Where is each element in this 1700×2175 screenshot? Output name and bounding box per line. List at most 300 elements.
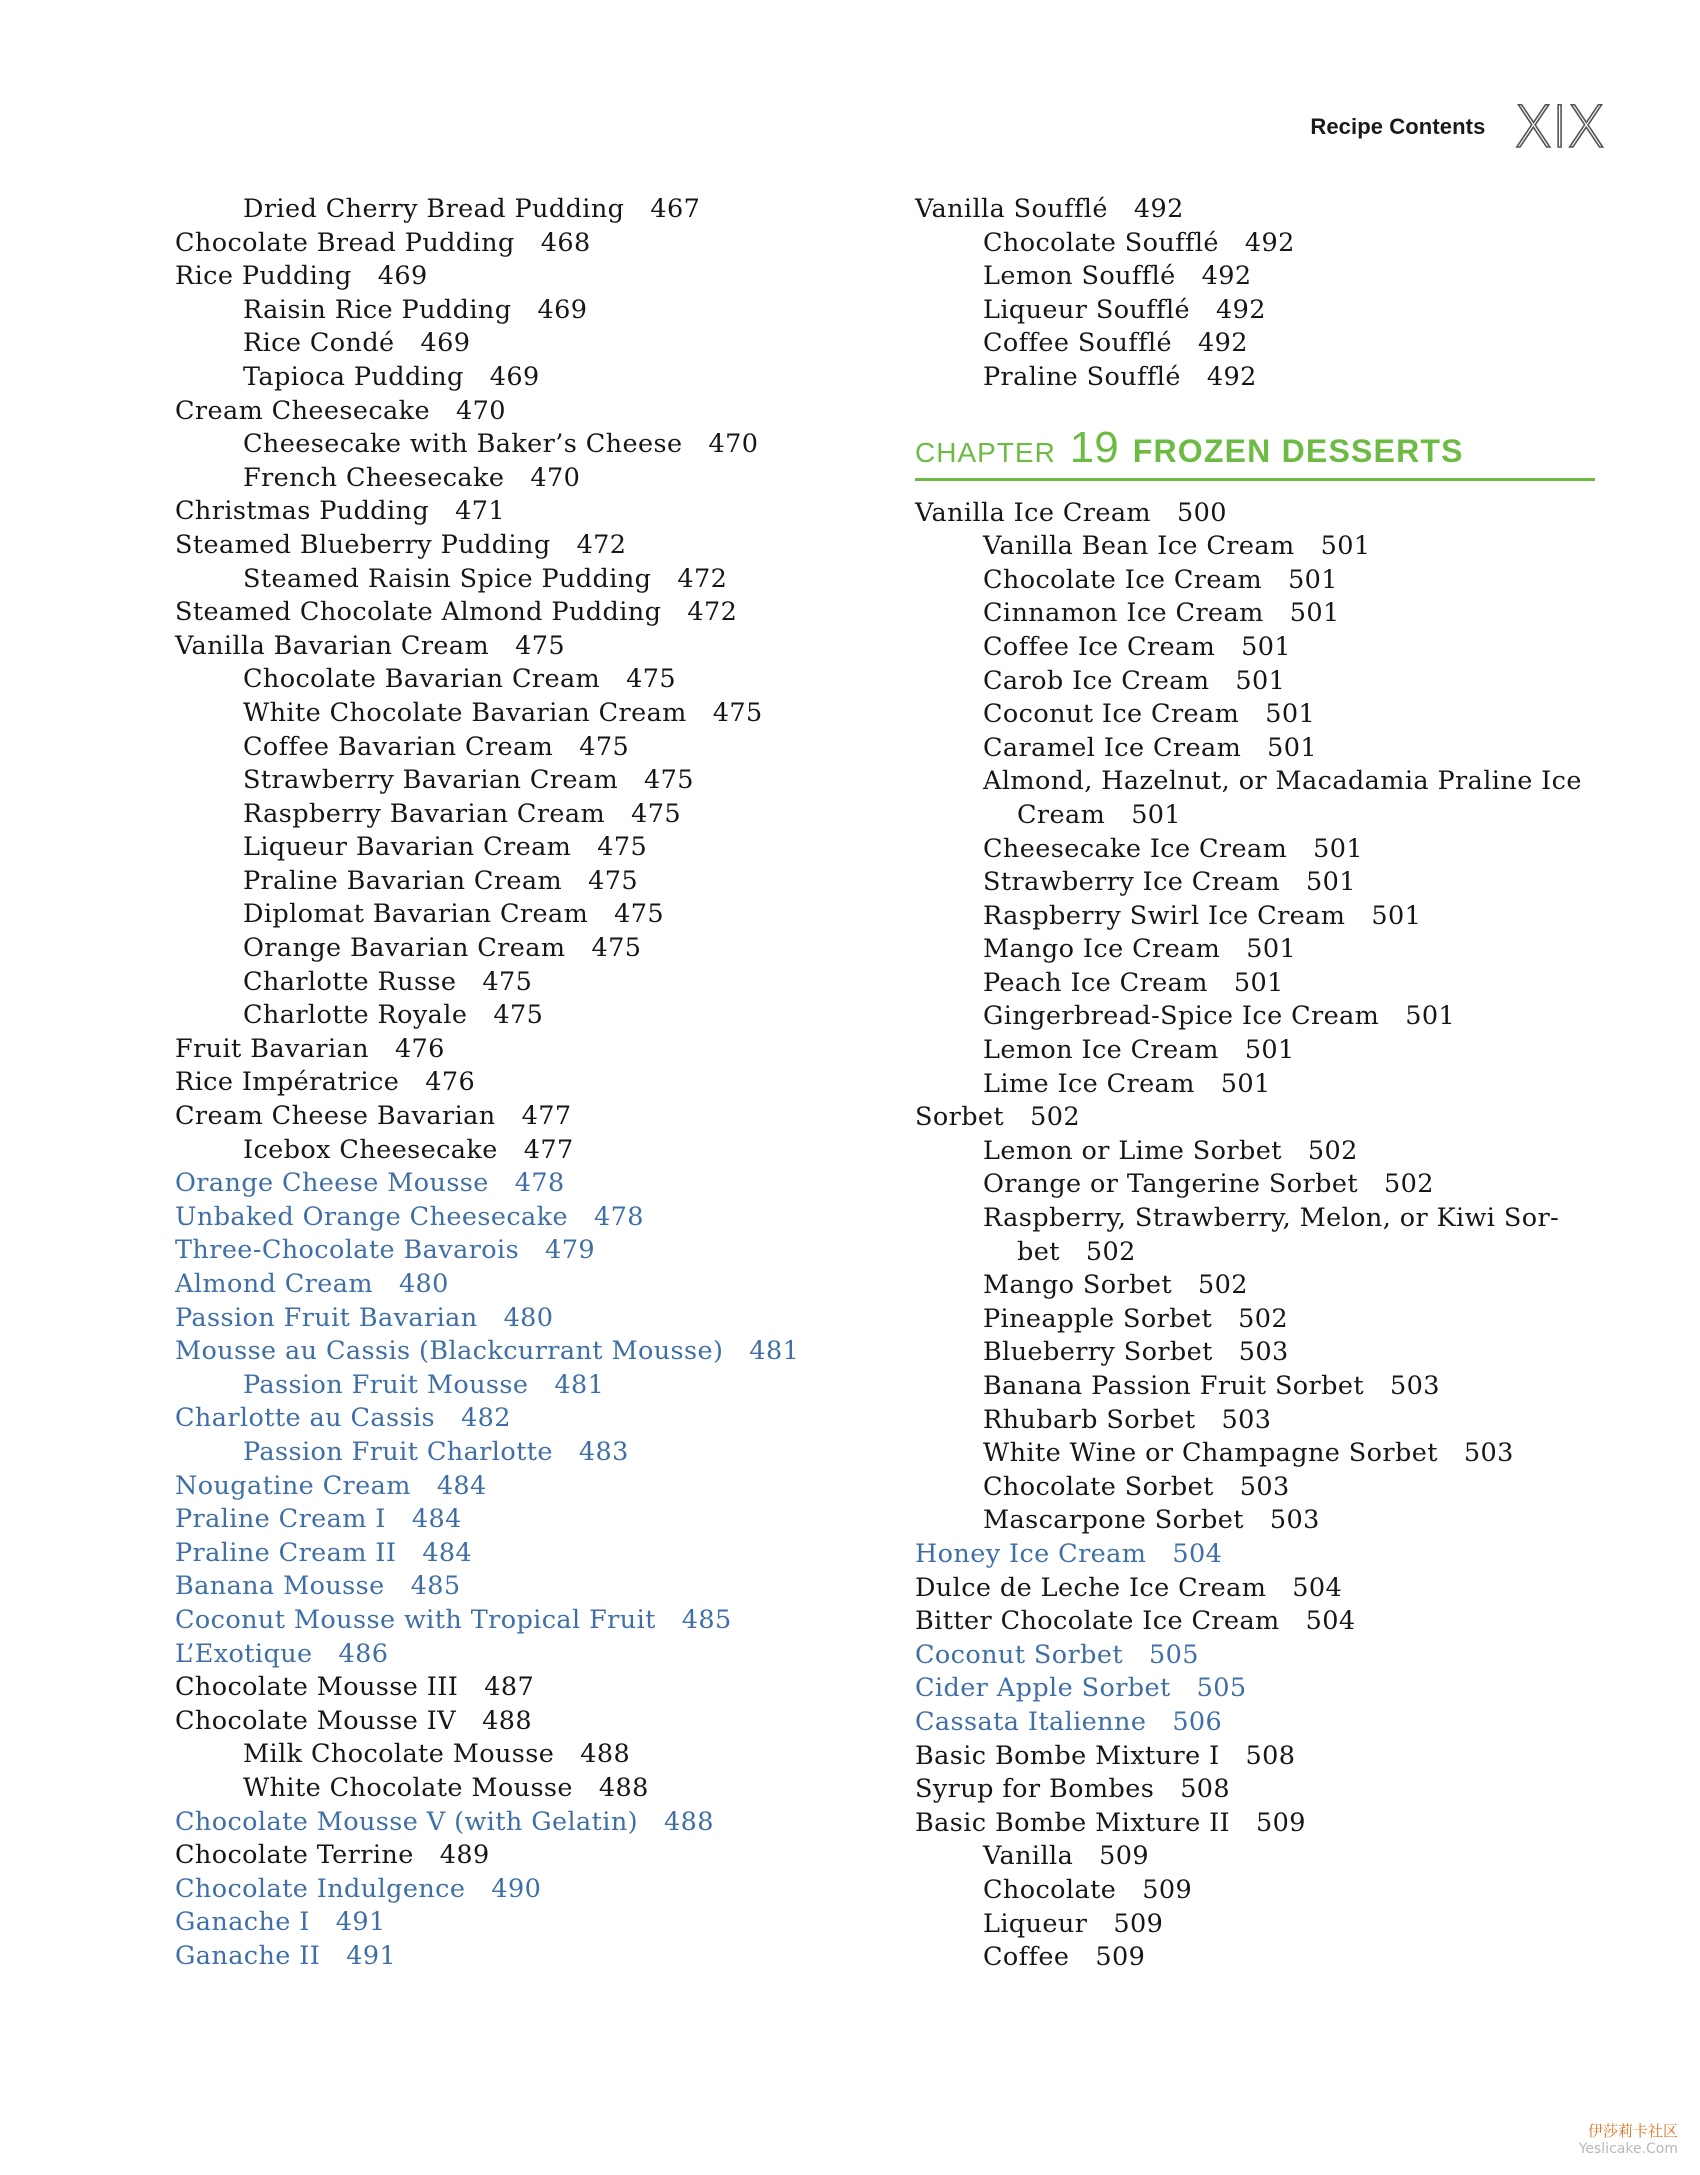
toc-entry [175, 1066, 795, 1100]
recipe-title: White Chocolate Bavarian Cream [243, 697, 687, 728]
recipe-title: Cider Apple Sorbet [915, 1673, 1171, 1704]
recipe-title: Carob Ice Cream [983, 665, 1210, 696]
page-number: 467 [650, 194, 701, 224]
recipe-title: Lime Ice Cream [983, 1068, 1195, 1099]
recipe-title: Coconut Mousse with Tropical Fruit [175, 1604, 656, 1635]
page-number: 469 [420, 328, 471, 359]
toc-entry [915, 866, 1595, 900]
page-number: 509 [1142, 1874, 1193, 1905]
recipe-title: Raspberry, Strawberry, Melon, or Kiwi Sor-bet [983, 1203, 1560, 1267]
toc-entry [175, 1940, 795, 1974]
recipe-title: Steamed Chocolate Almond Pudding [175, 597, 662, 628]
right-column-bottom-list [915, 497, 1595, 1975]
page-number: 492 [1201, 261, 1252, 292]
recipe-title: Vanilla Soufflé [915, 194, 1108, 224]
toc-entry [915, 1773, 1595, 1807]
page-number: 488 [664, 1806, 714, 1837]
toc-entry [915, 497, 1595, 531]
toc-entry [915, 1034, 1595, 1068]
recipe-title: Charlotte Russe [243, 966, 457, 997]
page-number: 475 [644, 765, 694, 796]
toc-entry [915, 933, 1595, 967]
toc-entry [915, 530, 1595, 564]
toc-entry [175, 1470, 795, 1504]
recipe-title: Orange Cheese Mousse [175, 1168, 489, 1199]
page-number: 509 [1099, 1841, 1150, 1872]
toc-entry [915, 732, 1595, 766]
toc-entry [175, 1638, 795, 1672]
page-number: 503 [1269, 1505, 1320, 1536]
toc-entry [915, 1840, 1595, 1874]
recipe-title: Ganache II [175, 1940, 321, 1971]
page-number: 509 [1095, 1942, 1146, 1973]
chapter-number: 19 [1069, 422, 1119, 472]
toc-entry [915, 327, 1595, 361]
toc-entry [175, 764, 795, 798]
toc-entry [175, 1201, 795, 1235]
watermark-site: Yeslicake.Com [1578, 2141, 1678, 2157]
recipe-title: Lemon Soufflé [983, 261, 1176, 292]
recipe-title: Basic Bombe Mixture I [915, 1740, 1220, 1771]
toc-entry [175, 529, 795, 563]
page-number: 488 [482, 1705, 532, 1736]
running-header-title: Recipe Contents [1310, 114, 1486, 139]
recipe-title: Cream Cheesecake [175, 395, 430, 426]
toc-entry [175, 563, 795, 597]
recipe-title: Coffee Soufflé [983, 328, 1172, 359]
toc-entry [175, 966, 795, 1000]
page-number: 502 [1198, 1270, 1248, 1301]
recipe-title: Chocolate Soufflé [983, 227, 1219, 258]
page-number: 503 [1390, 1371, 1440, 1401]
recipe-title: Cheesecake with Baker’s Cheese [243, 429, 683, 460]
toc-entry [175, 731, 795, 765]
recipe-title: Coffee Bavarian Cream [243, 731, 554, 762]
page-number: 490 [491, 1873, 542, 1904]
toc-entry [915, 1303, 1595, 1337]
recipe-title: Vanilla [983, 1841, 1074, 1872]
toc-entry [915, 1740, 1595, 1774]
recipe-title: Liqueur Soufflé [983, 294, 1191, 325]
toc-entry [175, 999, 795, 1033]
page-number: 475 [712, 697, 763, 728]
toc-entry [175, 898, 795, 932]
page-number: 482 [461, 1403, 511, 1434]
toc-entry [915, 1874, 1595, 1908]
recipe-title: Mango Ice Cream [983, 934, 1221, 965]
recipe-title: Rice Pudding [175, 261, 352, 292]
recipe-title: Strawberry Ice Cream [983, 867, 1280, 898]
recipe-title: Chocolate [983, 1874, 1117, 1905]
recipe-title: Bitter Chocolate Ice Cream [915, 1606, 1280, 1637]
page-number: 492 [1216, 294, 1266, 325]
toc-entry [175, 1503, 795, 1537]
recipe-title: Steamed Raisin Spice Pudding [243, 563, 652, 594]
toc-entry [915, 1269, 1595, 1303]
toc-entry [175, 1302, 795, 1336]
page-number: 469 [489, 361, 540, 392]
toc-entry [915, 1000, 1595, 1034]
toc-entry [915, 361, 1595, 395]
toc-entry [175, 495, 795, 529]
recipe-title: Vanilla Ice Cream [915, 497, 1152, 528]
toc-entry [175, 1873, 795, 1907]
recipe-title: Orange Bavarian Cream [243, 933, 566, 964]
page-number: 503 [1239, 1471, 1290, 1502]
page-number: 492 [1133, 194, 1184, 224]
watermark-cn: 伊莎莉卡社区 [1587, 2122, 1678, 2140]
toc-entry [915, 1504, 1595, 1538]
page-number: 501 [1246, 934, 1297, 965]
page-number: 472 [576, 529, 627, 560]
page-number: 477 [521, 1101, 572, 1132]
recipe-title: Pineapple Sorbet [983, 1303, 1213, 1334]
toc-entry [915, 1538, 1595, 1572]
recipe-title: Fruit Bavarian [175, 1033, 369, 1064]
toc-entry [915, 1908, 1595, 1942]
page-number: 475 [579, 731, 630, 762]
chapter-heading [915, 423, 1595, 481]
toc-entry [915, 1101, 1595, 1135]
toc-entry [915, 765, 1595, 832]
recipe-title: Praline Soufflé [983, 361, 1181, 392]
recipe-title: Almond Cream [175, 1269, 373, 1299]
right-column-top-list [915, 193, 1595, 395]
toc-entry [175, 260, 795, 294]
page-number: 487 [484, 1672, 535, 1703]
page-number: 469 [537, 294, 588, 325]
recipe-title: Raspberry Bavarian Cream [243, 798, 606, 829]
recipe-title: Sorbet [915, 1102, 1005, 1133]
recipe-title: Lemon Ice Cream [983, 1035, 1219, 1066]
recipe-title: Chocolate Bavarian Cream [243, 664, 601, 695]
page-number: 501 [1371, 900, 1422, 931]
right-column [915, 193, 1595, 1975]
toc-entry [175, 630, 795, 664]
page-number: 475 [588, 865, 638, 896]
page-number: 502 [1030, 1102, 1080, 1133]
recipe-title: Chocolate Mousse IV [175, 1705, 457, 1736]
recipe-title: Liqueur [983, 1908, 1088, 1939]
toc-entry [915, 631, 1595, 665]
toc-entry [175, 462, 795, 496]
page-number: 486 [338, 1638, 389, 1669]
recipe-title: Three-Chocolate Bavarois [175, 1235, 520, 1266]
recipe-title: Mango Sorbet [983, 1270, 1172, 1301]
recipe-title: Tapioca Pudding [243, 361, 464, 392]
page-number: 470 [530, 462, 581, 493]
chapter-title: FROZEN DESSERTS [1132, 432, 1464, 469]
recipe-title: Cream Cheese Bavarian [175, 1101, 496, 1132]
page-number: 475 [631, 798, 681, 829]
page-number: 475 [597, 832, 648, 863]
page-number: 501 [1405, 1001, 1456, 1032]
toc-entry [915, 900, 1595, 934]
page-number: 484 [436, 1470, 487, 1501]
recipe-title: Blueberry Sorbet [983, 1337, 1213, 1368]
toc-entry [175, 361, 795, 395]
toc-entry [175, 1671, 795, 1705]
toc-entry [915, 967, 1595, 1001]
page-number: 485 [410, 1571, 461, 1602]
page-number: 489 [439, 1840, 490, 1871]
page-number: 468 [540, 227, 591, 258]
recipe-title: Rice Impératrice [175, 1067, 400, 1098]
toc-entry [175, 1167, 795, 1201]
page-number: 501 [1241, 631, 1292, 662]
toc-entry [915, 1807, 1595, 1841]
page-number: 470 [456, 395, 506, 426]
page-number: 501 [1235, 665, 1286, 696]
recipe-title: Icebox Cheesecake [243, 1134, 498, 1165]
page-number: 475 [614, 899, 665, 930]
page-number: 501 [1289, 598, 1340, 629]
recipe-title: Diplomat Bavarian Cream [243, 899, 589, 930]
recipe-title: Mousse au Cassis (Blackcurrant Mousse) [175, 1336, 724, 1367]
toc-entry [915, 1168, 1595, 1202]
toc-entry [175, 1806, 795, 1840]
toc-entry [175, 193, 795, 227]
page-number: 501 [1305, 867, 1356, 898]
page-number: 492 [1206, 361, 1257, 392]
page-number: 501 [1267, 732, 1318, 763]
toc-entry [175, 1570, 795, 1604]
recipe-title: Cinnamon Ice Cream [983, 598, 1264, 629]
page-number: 478 [514, 1168, 565, 1199]
toc-entry [175, 1738, 795, 1772]
toc-entry [915, 564, 1595, 598]
page-number: 501 [1233, 967, 1284, 998]
recipe-title: Nougatine Cream [175, 1470, 411, 1501]
page-number: 475 [482, 966, 533, 997]
recipe-title: Chocolate Mousse V (with Gelatin) [175, 1806, 638, 1837]
toc-entry [915, 1941, 1595, 1975]
toc-entry [175, 1100, 795, 1134]
page-number: 501 [1320, 531, 1371, 562]
recipe-title: Ganache I [175, 1907, 310, 1938]
toc-entry [915, 1639, 1595, 1673]
toc-entry [175, 1402, 795, 1436]
recipe-title: Dried Cherry Bread Pudding [243, 194, 625, 224]
recipe-title: Christmas Pudding [175, 496, 430, 527]
recipe-title: Liqueur Bavarian Cream [243, 832, 572, 863]
toc-entry [915, 260, 1595, 294]
page-number: 472 [687, 597, 738, 628]
page-number: 485 [681, 1604, 732, 1635]
recipe-title: Banana Passion Fruit Sorbet [983, 1371, 1365, 1401]
page-number: 503 [1221, 1404, 1272, 1435]
toc-entry [175, 395, 795, 429]
toc-entry [175, 1705, 795, 1739]
toc-entry [915, 1068, 1595, 1102]
page-number: 476 [425, 1067, 476, 1098]
toc-entry [915, 227, 1595, 261]
page-number: 479 [545, 1235, 595, 1266]
recipe-title: Coconut Ice Cream [983, 699, 1240, 730]
recipe-title: Praline Bavarian Cream [243, 865, 563, 896]
toc-entry [915, 1202, 1595, 1269]
toc-entry [175, 1436, 795, 1470]
page-number: 475 [626, 664, 676, 695]
toc-entry [175, 294, 795, 328]
recipe-title: Passion Fruit Mousse [243, 1369, 529, 1400]
page-number: 475 [591, 933, 642, 964]
page-number: 503 [1463, 1438, 1514, 1469]
page-number: 470 [708, 429, 759, 460]
recipe-title: Banana Mousse [175, 1571, 385, 1602]
toc-entry [915, 1471, 1595, 1505]
page-number: 484 [422, 1537, 473, 1568]
toc-entry [915, 294, 1595, 328]
page-number: 501 [1244, 1035, 1295, 1066]
recipe-title: Praline Cream II [175, 1537, 397, 1568]
toc-entry [175, 1134, 795, 1168]
recipe-title: Rhubarb Sorbet [983, 1404, 1196, 1435]
toc-entry [175, 932, 795, 966]
page-number: 509 [1113, 1908, 1164, 1939]
page-number: 509 [1256, 1807, 1306, 1838]
toc-entry [175, 1234, 795, 1268]
page-number: 501 [1220, 1068, 1271, 1099]
page-number: 492 [1244, 227, 1295, 258]
recipe-title: Gingerbread-Spice Ice Cream [983, 1001, 1380, 1032]
page-number: 502 [1384, 1169, 1434, 1200]
page-number: 483 [578, 1436, 629, 1467]
recipe-title: French Cheesecake [243, 462, 505, 493]
page-number: 480 [503, 1302, 554, 1333]
page-number: 492 [1198, 328, 1248, 359]
toc-entry [915, 1370, 1595, 1404]
recipe-title: Caramel Ice Cream [983, 732, 1242, 763]
recipe-title: Chocolate Bread Pudding [175, 227, 515, 258]
page-number: 488 [598, 1772, 649, 1803]
page-number: 478 [593, 1201, 644, 1232]
toc-entry [175, 428, 795, 462]
toc-entry [175, 663, 795, 697]
page-number: 502 [1238, 1303, 1288, 1334]
toc-entry [175, 697, 795, 731]
recipe-title: Cheesecake Ice Cream [983, 833, 1288, 864]
toc-entry [915, 1336, 1595, 1370]
page-number: 476 [394, 1033, 445, 1064]
recipe-title: Strawberry Bavarian Cream [243, 765, 619, 796]
page-number: 502 [1085, 1236, 1136, 1267]
page-number: 508 [1245, 1740, 1296, 1771]
page-number: 484 [411, 1504, 462, 1535]
toc-entry [175, 327, 795, 361]
page-number: 505 [1196, 1673, 1247, 1704]
toc-entry [915, 1135, 1595, 1169]
page-number: 488 [580, 1739, 631, 1770]
toc-entry [175, 1604, 795, 1638]
toc-entry [915, 1437, 1595, 1471]
toc-entry [915, 833, 1595, 867]
recipe-title: Passion Fruit Charlotte [243, 1436, 553, 1467]
toc-entry [175, 865, 795, 899]
recipe-title: Cassata Italienne [915, 1706, 1147, 1737]
toc-entry [175, 1772, 795, 1806]
recipe-title: Charlotte Royale [243, 1000, 468, 1031]
page-number: 508 [1180, 1774, 1231, 1805]
page-number: 500 [1177, 497, 1227, 528]
toc-entry [175, 1268, 795, 1302]
page-number: 491 [346, 1940, 397, 1971]
page-number: 501 [1313, 833, 1364, 864]
recipe-title: Chocolate Indulgence [175, 1873, 466, 1904]
recipe-title: Milk Chocolate Mousse [243, 1739, 555, 1770]
page-number: 469 [377, 261, 428, 292]
recipe-title: Charlotte au Cassis [175, 1403, 435, 1434]
recipe-title: Lemon or Lime Sorbet [983, 1135, 1282, 1166]
recipe-title: White Chocolate Mousse [243, 1772, 573, 1803]
recipe-title: Raisin Rice Pudding [243, 294, 512, 325]
toc-entry [915, 1672, 1595, 1706]
page-header [1310, 93, 1604, 161]
page-number: 471 [455, 496, 505, 527]
toc-entry [915, 665, 1595, 699]
recipe-title: Steamed Blueberry Pudding [175, 529, 551, 560]
toc-entry [915, 1572, 1595, 1606]
page-number: 481 [749, 1336, 800, 1367]
toc-entry [915, 597, 1595, 631]
recipe-title: Dulce de Leche Ice Cream [915, 1572, 1267, 1603]
toc-entry [175, 1906, 795, 1940]
recipe-title: Vanilla Bean Ice Cream [983, 531, 1295, 562]
recipe-title: Praline Cream I [175, 1504, 386, 1535]
watermark [1579, 2120, 1678, 2157]
recipe-title: Basic Bombe Mixture II [915, 1807, 1231, 1838]
recipe-title: Coffee [983, 1942, 1070, 1973]
toc-entry [175, 1033, 795, 1067]
recipe-title: Almond, Hazelnut, or Macadamia Praline Ice Cream [983, 766, 1582, 830]
recipe-title: Coffee Ice Cream [983, 631, 1216, 662]
recipe-title: Raspberry Swirl Ice Cream [983, 900, 1346, 931]
toc-entry [175, 1839, 795, 1873]
toc-entry [175, 596, 795, 630]
toc-entry [915, 698, 1595, 732]
page-number: 502 [1307, 1135, 1358, 1166]
recipe-title: Chocolate Mousse III [175, 1672, 459, 1703]
page-number: 491 [335, 1907, 386, 1938]
page-number: 504 [1305, 1606, 1356, 1637]
page-number: 480 [398, 1269, 449, 1299]
recipe-title: Peach Ice Cream [983, 967, 1208, 998]
page-number: 472 [677, 563, 728, 594]
page-number: 501 [1288, 564, 1338, 595]
recipe-title: Rice Condé [243, 328, 395, 359]
page-number: 505 [1148, 1639, 1199, 1670]
recipe-title: Chocolate Ice Cream [983, 564, 1263, 595]
page-number: 503 [1238, 1337, 1289, 1368]
recipe-title: Vanilla Bavarian Cream [175, 630, 490, 661]
toc-entry [915, 1404, 1595, 1438]
page-number: 504 [1172, 1538, 1223, 1569]
toc-entry [175, 798, 795, 832]
page-number: 477 [523, 1134, 574, 1165]
page-number: 475 [515, 630, 565, 661]
recipe-title: Honey Ice Cream [915, 1538, 1147, 1569]
toc-entry [175, 831, 795, 865]
toc-entry [915, 193, 1595, 227]
recipe-title: L’Exotique [175, 1638, 313, 1669]
page-number-roman: XIX [1513, 93, 1604, 161]
toc-entry [175, 1537, 795, 1571]
toc-entry [175, 1369, 795, 1403]
recipe-title: Coconut Sorbet [915, 1639, 1123, 1670]
recipe-title: Syrup for Bombes [915, 1774, 1155, 1805]
chapter-label: CHAPTER [915, 436, 1056, 468]
toc-entry [175, 1335, 800, 1369]
